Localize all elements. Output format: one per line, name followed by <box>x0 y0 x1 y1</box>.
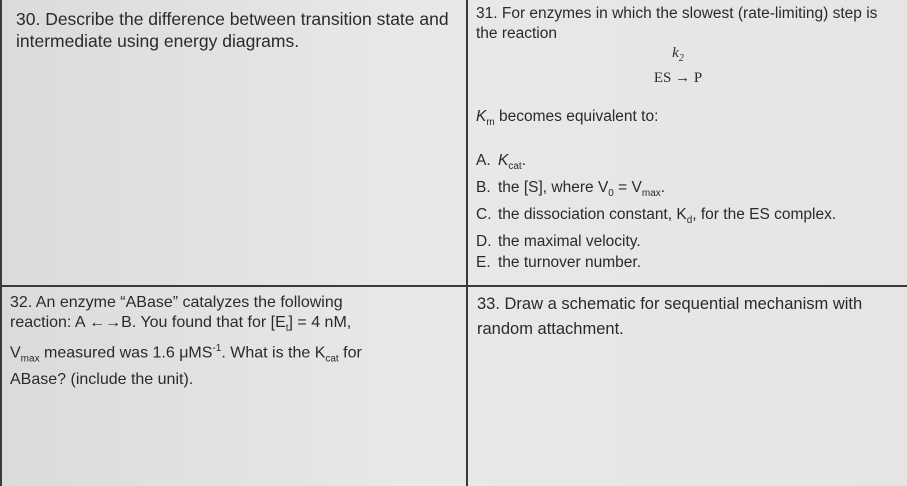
question-31-cell <box>468 0 907 287</box>
km-statement: $K_m$ becomes equivalent to: <box>476 108 659 129</box>
choice-b: B. the [S], where $V_0 = V_{max}$. <box>476 179 666 200</box>
reaction-text: ES → P <box>653 70 703 86</box>
choice-a: A. $K_{cat}$. <box>476 152 526 173</box>
question-30-cell <box>2 0 468 287</box>
rate-constant-label: $k_2$ <box>672 45 684 64</box>
question-30-text: 30. Describe the difference between transition state and intermediate using energy diagrams. <box>16 9 449 51</box>
choice-d: D. the maximal velocity. <box>476 233 641 251</box>
question-32-text: 32. An enzyme “ABase” catalyzes the following reaction: A ←→B. You found that for $[E_t] = 4$ nM, $V_{max}$ measured was 1.6 μMS$^{-1}$. What is the $K_{cat}$ for ABase? (include the unit). <box>10 294 362 388</box>
choice-c: C. the dissociation constant, $K_d$, for the ES complex. <box>476 206 837 227</box>
answer-choices <box>476 150 836 273</box>
question-33-cell <box>468 287 907 486</box>
reaction-equation <box>578 44 778 88</box>
question-33-text: 33. Draw a schematic for sequential mechanism with random attachment. <box>477 295 863 338</box>
question-32-cell <box>2 287 468 486</box>
choice-e: E. the turnover number. <box>476 254 642 272</box>
question-31-intro: 31. For enzymes in which the slowest (rate-limiting) step is the reaction <box>476 5 878 42</box>
